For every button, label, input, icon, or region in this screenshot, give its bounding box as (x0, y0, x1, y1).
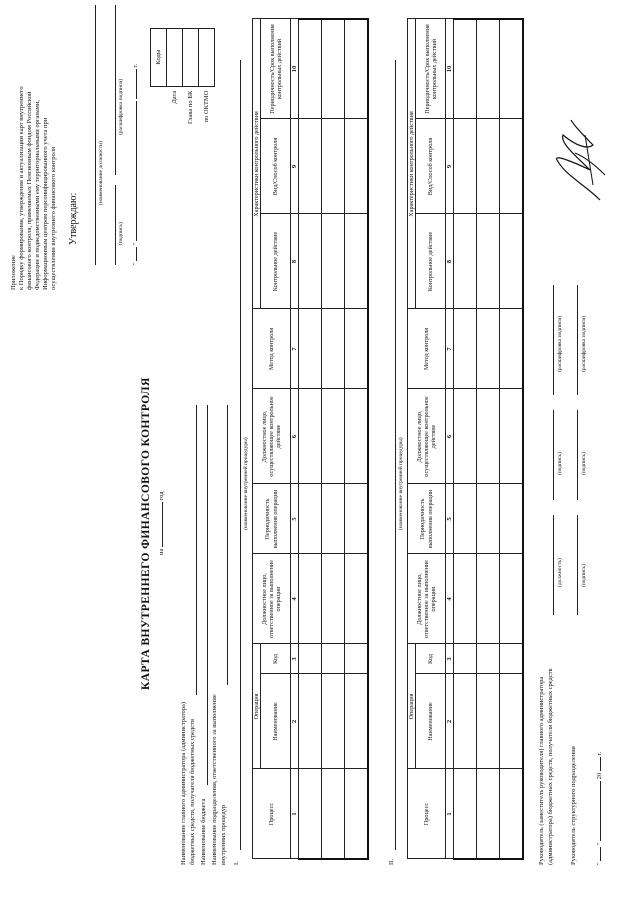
table-cell[interactable] (454, 389, 477, 484)
footer-signature-line (553, 410, 554, 500)
col-number: 10 (446, 19, 454, 119)
table-cell[interactable] (454, 309, 477, 389)
col-control-action: Контрольное действие (416, 214, 446, 309)
col-process: Процесс (408, 769, 446, 859)
col-control-person: Должностное лицо, осуществляющее контрольное действие (408, 389, 446, 484)
table-row (345, 19, 369, 859)
approve-date-row (132, 5, 140, 265)
col-number: 6 (446, 389, 454, 484)
col-kind: Вид/Способ контроля (416, 119, 446, 214)
field-admin-line (196, 405, 197, 695)
table-cell[interactable] (477, 769, 500, 859)
approve-position-caption: (наименование должности) (98, 141, 104, 205)
table-cell[interactable] (500, 214, 524, 309)
approve-decode-line (115, 5, 116, 175)
appendix-line: осуществлении внутреннего финансового контроля (50, 147, 57, 290)
table-cell[interactable] (299, 19, 322, 119)
col-number: 4 (446, 554, 454, 644)
table-cell[interactable] (299, 389, 322, 484)
table-cell[interactable] (322, 554, 345, 644)
table-cell[interactable] (477, 644, 500, 674)
table-cell[interactable] (500, 389, 524, 484)
col-number: 2 (446, 674, 454, 769)
table-cell[interactable] (454, 214, 477, 309)
section2-line (395, 60, 396, 850)
control-table-1 (252, 18, 369, 860)
codes-cell-oktmo[interactable] (199, 28, 215, 86)
codes-label-bk: Глава по БК (187, 90, 194, 124)
col-op-code: Код (261, 644, 291, 674)
section2-caption: (наименование внутренней процедуры) (398, 437, 404, 530)
footer-unit-decode-line (577, 285, 578, 395)
col-responsible: Должностное лицо, ответственное за выполнение операции (408, 554, 446, 644)
table-cell[interactable] (299, 554, 322, 644)
col-number: 10 (291, 19, 299, 119)
date-quote-open: " (596, 862, 603, 865)
col-periodicity: Периодичность выполнения операции (253, 484, 291, 554)
footer-decode-line (553, 285, 554, 395)
appendix-line: финансового контроля, применяемых Пенсионным фондом Российской (26, 91, 33, 290)
approve-title: Утверждаю: (68, 192, 79, 245)
appendix-line: к Порядку формирования, утверждения и актуализации карт внутреннего (18, 86, 25, 290)
table-cell[interactable] (345, 554, 369, 644)
table-cell[interactable] (345, 309, 369, 389)
footer-unit-position-line (577, 515, 578, 615)
field-admin-2: бюджетных средств, получателя бюджетных средств (189, 718, 196, 865)
table-cell[interactable] (345, 119, 369, 214)
col-number: 8 (446, 214, 454, 309)
table-cell[interactable] (500, 484, 524, 554)
section2-roman: II. (388, 859, 395, 865)
table-cell[interactable] (322, 674, 345, 769)
codes-label-date: Дата (171, 90, 178, 104)
table-cell[interactable] (299, 484, 322, 554)
col-method: Метод контроля (408, 309, 446, 389)
section1-caption: (наименование внутренней процедуры) (243, 437, 249, 530)
footer-head-line1: Руководитель (заместитель руководителя) главного администратора (538, 676, 545, 865)
table-cell[interactable] (477, 484, 500, 554)
col-op-name: Наименование (261, 674, 291, 769)
table-cell[interactable] (454, 644, 477, 674)
appendix-line: Приложение (10, 255, 17, 290)
date-year: 20 (596, 772, 603, 780)
footer-unit-decode-caption: (расшифровка подписи) (581, 315, 587, 372)
col-periodicity: Периодичность выполнения операции (408, 484, 446, 554)
table-cell[interactable] (500, 554, 524, 644)
table-cell[interactable] (454, 19, 477, 119)
table-cell[interactable] (345, 389, 369, 484)
quote-close: " (132, 242, 139, 246)
footer-unit-position-caption: (подпись) (581, 564, 587, 587)
col-operation: Операция (253, 644, 261, 769)
table-cell[interactable] (345, 674, 369, 769)
field-unit-2: внутренних процедур (220, 804, 227, 865)
footer-unit-signature-line (577, 410, 578, 500)
page-title: КАРТА ВНУТРЕННЕГО ФИНАНСОВОГО КОНТРОЛЯ (140, 377, 152, 690)
table-cell[interactable] (322, 309, 345, 389)
footer-unit-signature-caption: (подпись) (581, 452, 587, 475)
appendix-line: Федерации и подведомственными ему территориальными органами, (34, 100, 41, 290)
table-cell[interactable] (477, 309, 500, 389)
table-cell[interactable] (500, 19, 524, 119)
table-cell[interactable] (299, 674, 322, 769)
col-responsible: Должностное лицо, ответственное за выполнение операции (253, 554, 291, 644)
col-number: 4 (291, 554, 299, 644)
footer-date-row (596, 752, 604, 865)
period-suffix: год (158, 491, 165, 501)
col-operation: Операция (408, 644, 416, 769)
codes-header: Коды (151, 28, 167, 86)
table-cell[interactable] (322, 769, 345, 859)
col-number: 7 (291, 309, 299, 389)
col-number: 5 (446, 484, 454, 554)
table-cell[interactable] (477, 119, 500, 214)
table-cell[interactable] (477, 674, 500, 769)
table-cell[interactable] (322, 484, 345, 554)
table-cell[interactable] (454, 119, 477, 214)
col-method: Метод контроля (253, 309, 291, 389)
table-cell[interactable] (299, 214, 322, 309)
col-number: 3 (446, 644, 454, 674)
col-process: Процесс (253, 769, 291, 859)
table-cell[interactable] (500, 119, 524, 214)
table-row (299, 19, 322, 859)
table-row (322, 19, 345, 859)
table-cell[interactable] (477, 214, 500, 309)
period-prefix: на (158, 548, 165, 555)
appendix-block (10, 86, 58, 290)
col-number: 3 (291, 644, 299, 674)
codes-label-oktmo: по ОКТМО (203, 90, 210, 123)
title-period (158, 492, 166, 556)
table-cell[interactable] (299, 119, 322, 214)
col-kind: Вид/Способ контроля (261, 119, 291, 214)
table-row (454, 19, 477, 859)
field-admin-1: Наименование главного администратора (администратора) (180, 701, 187, 865)
col-number: 1 (446, 769, 454, 859)
table-cell[interactable] (477, 389, 500, 484)
field-unit-line (227, 405, 228, 685)
col-number: 2 (291, 674, 299, 769)
col-number: 5 (291, 484, 299, 554)
col-number: 1 (291, 769, 299, 859)
approve-signature-caption: (подпись) (118, 222, 124, 245)
quote-open: " (132, 262, 139, 265)
footer-position-line (553, 515, 554, 615)
table-cell[interactable] (322, 214, 345, 309)
table-cell[interactable] (299, 644, 322, 674)
footer-position-caption: (должность) (557, 558, 563, 587)
footer-head-line2: (администратора) бюджетных средств, получателя бюджетных средств (547, 668, 554, 865)
section1-roman: I. (233, 861, 240, 865)
codes-cell-bk[interactable] (183, 28, 199, 86)
footer-decode-caption: (расшифровка подписи) (557, 315, 563, 372)
col-period-term: Периодичность/Срок выполнения контрольных действий (261, 19, 291, 119)
footer-unit-head: Руководитель структурного подразделения (570, 746, 577, 865)
col-op-code: Код (416, 644, 446, 674)
table-cell[interactable] (454, 554, 477, 644)
col-period-term: Периодичность/Срок выполнения контрольных действий (416, 19, 446, 119)
codes-cell-date[interactable] (167, 28, 183, 86)
table-cell[interactable] (322, 19, 345, 119)
field-budget-line (207, 405, 208, 785)
col-number: 9 (291, 119, 299, 214)
control-table-2 (407, 18, 524, 860)
table-cell[interactable] (345, 644, 369, 674)
table-cell[interactable] (299, 309, 322, 389)
footer-signature-caption: (подпись) (557, 452, 563, 475)
field-unit-1: Наименование подразделения, ответственного за выполнение (211, 694, 218, 865)
table-cell[interactable] (322, 119, 345, 214)
table-cell[interactable] (345, 19, 369, 119)
handwritten-signature (545, 115, 615, 205)
table-cell[interactable] (500, 769, 524, 859)
date-suffix: г. (596, 751, 603, 756)
col-characteristics: Характеристики контрольного действия (408, 19, 416, 309)
table-cell[interactable] (477, 19, 500, 119)
approve-position-line (95, 5, 96, 265)
table-cell[interactable] (477, 554, 500, 644)
table-cell[interactable] (500, 674, 524, 769)
table-cell[interactable] (454, 769, 477, 859)
col-control-person: Должностное лицо, осуществляющее контрольное действие (253, 389, 291, 484)
appendix-line: Информационным центром персонифицированного учета при (42, 117, 49, 290)
approve-signature-line (115, 185, 116, 265)
codes-table (150, 28, 215, 125)
table-cell[interactable] (500, 309, 524, 389)
table-cell[interactable] (322, 644, 345, 674)
table-cell[interactable] (322, 389, 345, 484)
section1-line (240, 60, 241, 850)
approve-decode-caption: (расшифровка подписи) (118, 78, 124, 135)
table-cell[interactable] (345, 214, 369, 309)
col-number: 6 (291, 389, 299, 484)
table-cell[interactable] (500, 644, 524, 674)
col-characteristics: Характеристики контрольного действия (253, 19, 261, 309)
table-row (500, 19, 524, 859)
field-budget: Наименование бюджета (200, 798, 207, 865)
col-op-name: Наименование (416, 674, 446, 769)
col-number: 9 (446, 119, 454, 214)
col-number: 7 (446, 309, 454, 389)
col-control-action: Контрольное действие (261, 214, 291, 309)
col-number: 8 (291, 214, 299, 309)
year-suffix: г. (132, 64, 139, 68)
table-row (477, 19, 500, 859)
date-quote-close: " (596, 842, 603, 846)
table-cell[interactable] (345, 484, 369, 554)
table-cell[interactable] (345, 769, 369, 859)
table-cell[interactable] (454, 484, 477, 554)
table-cell[interactable] (454, 674, 477, 769)
table-cell[interactable] (299, 769, 322, 859)
